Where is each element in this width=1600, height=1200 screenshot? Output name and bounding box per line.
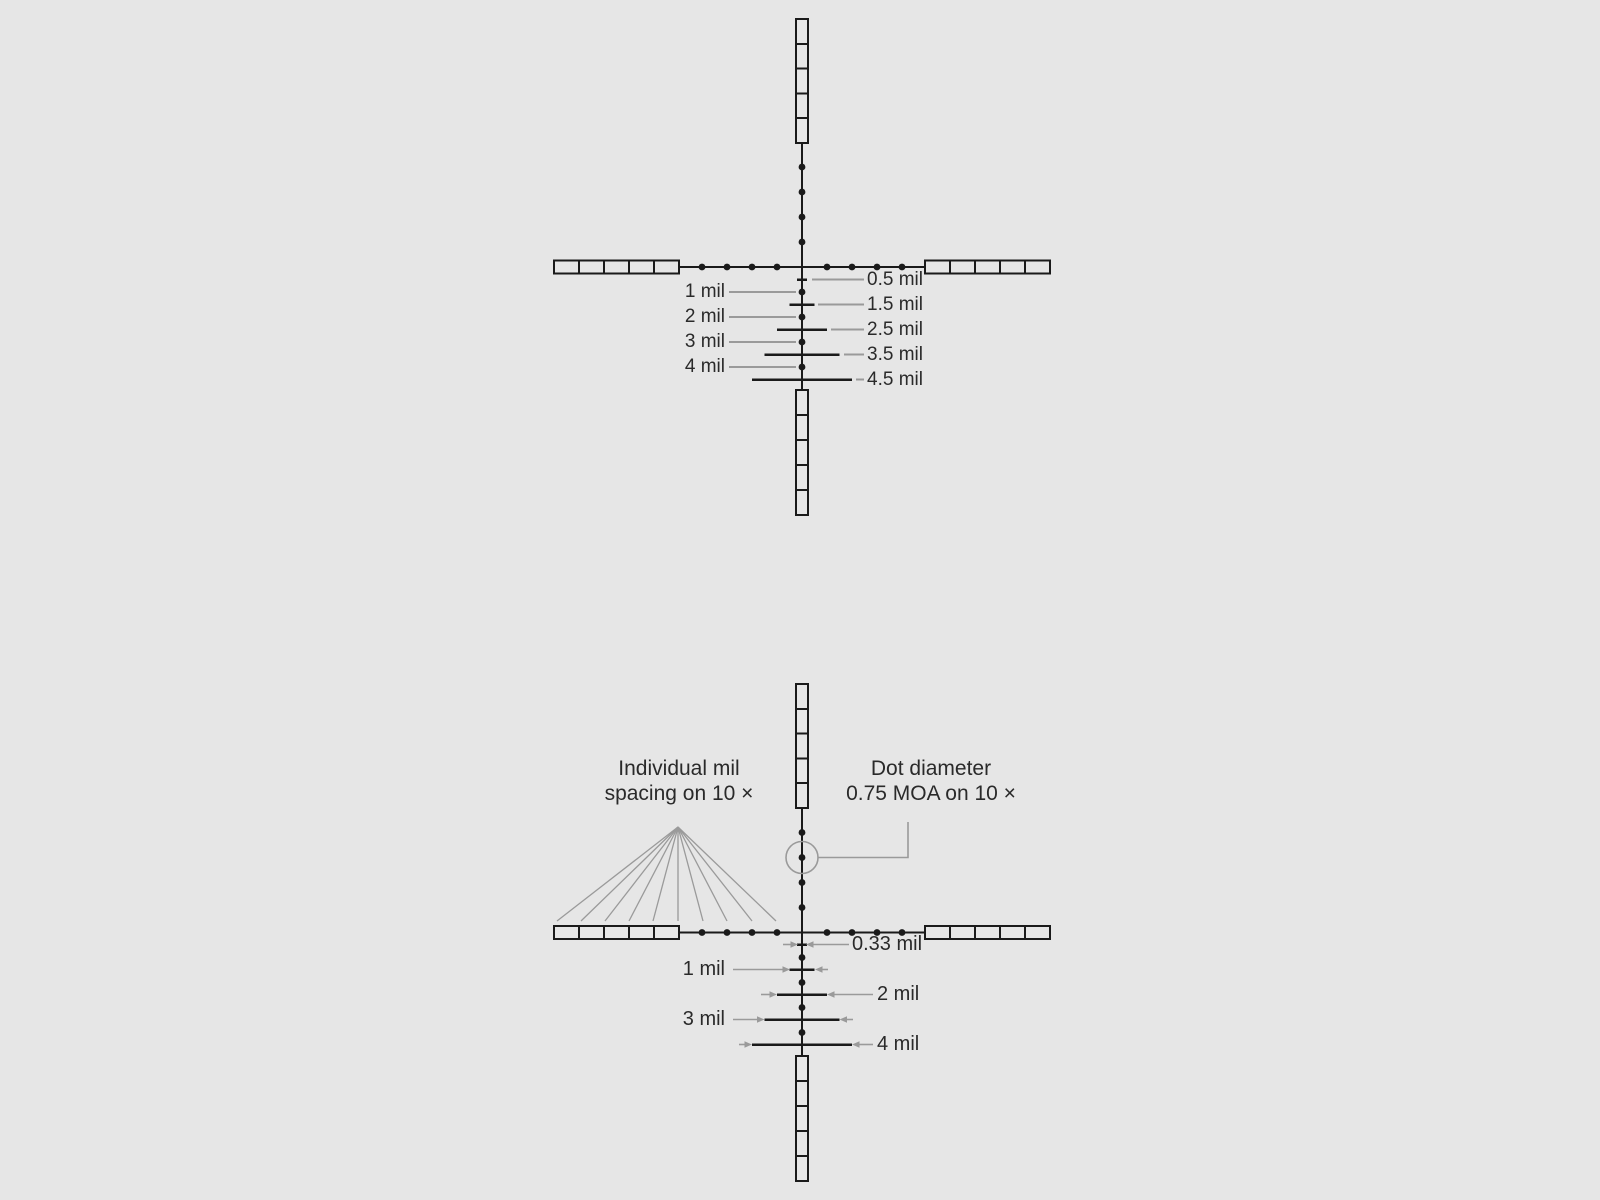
- top-reticle-left-post: [554, 261, 679, 274]
- dot-position-label-2mil: 2 mil: [684, 306, 725, 327]
- hash-width-label-1mil: 1 mil: [682, 958, 725, 980]
- hash-width-label-3mil: 3 mil: [682, 1008, 725, 1030]
- bottom-reticle-left-post: [554, 926, 679, 939]
- caption-dot-diameter-line2: 0.75 MOA on 10 ×: [846, 782, 1016, 805]
- hash-position-label-1-5mil: 1.5 mil: [867, 293, 923, 315]
- dot-position-label-4mil: 4 mil: [684, 356, 725, 377]
- hash-width-label-4mil: 4 mil: [877, 1033, 920, 1055]
- dot-position-label-3mil: 3 mil: [684, 331, 725, 352]
- dot-diameter-leader: [819, 822, 909, 858]
- mil-spacing-fan-lines: [557, 827, 776, 921]
- hash-position-label-0-5mil: 0.5 mil: [867, 268, 923, 290]
- hash-position-label-3-5mil: 3.5 mil: [867, 343, 923, 365]
- hash-width-label-0-33mil: 0.33 mil: [852, 933, 923, 955]
- dot-position-label-1mil: 1 mil: [684, 281, 725, 302]
- caption-dot-diameter: [781, 756, 1081, 806]
- hash-width-label-2mil: 2 mil: [877, 983, 920, 1005]
- caption-mil-spacing-line2: spacing on 10 ×: [604, 782, 754, 805]
- top-reticle-top-post: [796, 19, 808, 143]
- bottom-reticle-right-post: [925, 926, 1050, 939]
- caption-dot-diameter-line1: Dot diameter: [870, 757, 992, 780]
- top-reticle-bottom-post: [796, 390, 808, 515]
- caption-mil-spacing-line1: Individual mil: [618, 757, 740, 780]
- hash-position-label-4-5mil: 4.5 mil: [867, 368, 923, 390]
- hash-position-label-2-5mil: 2.5 mil: [867, 318, 923, 340]
- bottom-reticle-bottom-post: [796, 1056, 808, 1181]
